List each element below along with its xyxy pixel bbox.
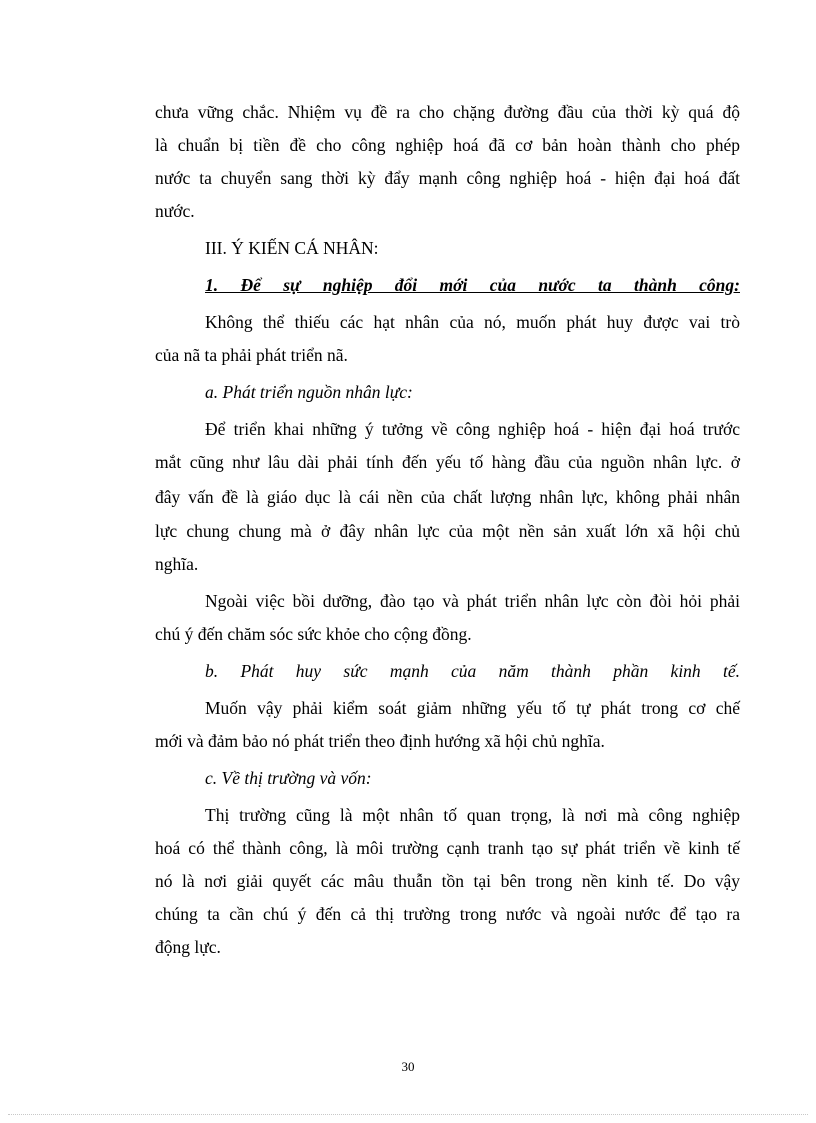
page-number: 30 <box>401 1059 415 1074</box>
item-b-heading: b. Phát huy sức mạnh của năm thành phần kinh tế. <box>205 661 740 681</box>
paragraph-line: chưa vững chắc. Nhiệm vụ đề ra cho chặng đường đầu của thời kỳ quá độ <box>155 102 740 122</box>
item-c-heading: c. Về thị trường và vốn: <box>205 768 372 788</box>
item-a-heading: a. Phát triển nguồn nhân lực: <box>205 382 413 402</box>
paragraph-line: Muốn vậy phải kiểm soát giảm những yếu tố tự phát trong cơ chế <box>205 698 740 718</box>
paragraph-line: của nã ta phải phát triển nã. <box>155 345 348 365</box>
paragraph-line: Thị trường cũng là một nhân tố quan trọng, là nơi mà công nghiệp <box>205 805 740 825</box>
paragraph-line: lực chung chung mà ở đây nhân lực của một nền sản xuất lớn xã hội chủ <box>155 521 740 541</box>
subheading-1: 1. Để sự nghiệp đổi mới của nước ta thành công: <box>205 275 740 295</box>
paragraph-line: nghĩa. <box>155 554 199 574</box>
paragraph-line: mắt cũng như lâu dài phải tính đến yếu tố hàng đầu của nguồn nhân lực. ở <box>155 452 740 472</box>
paragraph-line: Không thể thiếu các hạt nhân của nó, muốn phát huy được vai trò <box>205 312 740 332</box>
paragraph-line: động lực. <box>155 937 221 957</box>
paragraph-line: nước. <box>155 201 195 221</box>
paragraph-line: chúng ta cần chú ý đến cả thị trường trong nước và ngoài nước để tạo ra <box>155 904 740 924</box>
paragraph-line: là chuẩn bị tiền đề cho công nghiệp hoá đã cơ bản hoàn thành cho phép <box>155 135 740 155</box>
paragraph-line: nó là nơi giải quyết các mâu thuẫn tồn tại bên trong nền kinh tế. Do vậy <box>155 871 740 891</box>
paragraph-line: đây vấn đề là giáo dục là cái nền của chất lượng nhân lực, không phải nhân <box>155 487 740 507</box>
paragraph-line: hoá có thể thành công, là môi trường cạnh tranh tạo sự phát triển về kinh tế <box>155 838 740 858</box>
page-bottom-rule <box>8 1114 808 1115</box>
section-heading: III. Ý KIẾN CÁ NHÂN: <box>205 238 379 258</box>
paragraph-line: nước ta chuyển sang thời kỳ đẩy mạnh công nghiệp hoá - hiện đại hoá đất <box>155 168 740 188</box>
paragraph-line: Ngoài việc bồi dưỡng, đào tạo và phát triển nhân lực còn đòi hỏi phải <box>205 591 740 611</box>
paragraph-line: Để triển khai những ý tưởng về công nghiệp hoá - hiện đại hoá trước <box>205 419 740 439</box>
paragraph-line: chú ý đến chăm sóc sức khỏe cho cộng đồng. <box>155 624 472 644</box>
paragraph-line: mới và đảm bảo nó phát triển theo định hướng xã hội chủ nghĩa. <box>155 731 605 751</box>
